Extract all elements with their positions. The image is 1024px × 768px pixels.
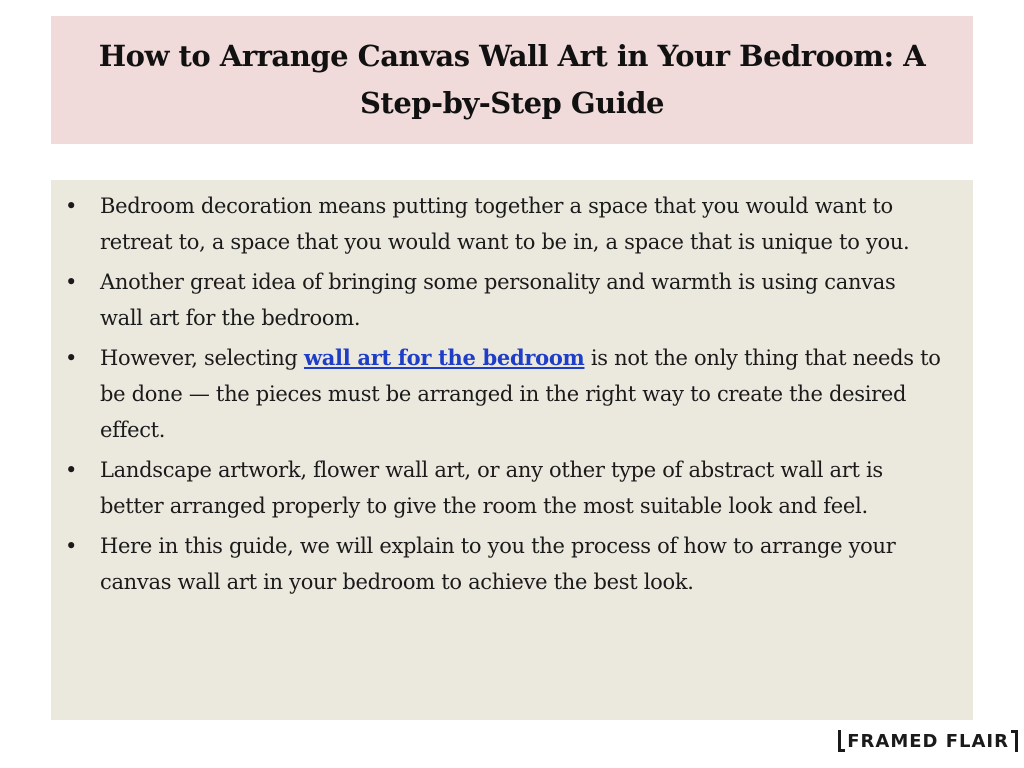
content-panel — [51, 180, 973, 720]
bullet-icon: • — [64, 270, 78, 294]
list-item — [61, 528, 943, 600]
logo-bracket-right-icon — [1011, 730, 1018, 752]
list-item — [61, 264, 943, 336]
list-item — [61, 452, 943, 524]
list-item-text: Landscape artwork, flower wall art, or any other type of abstract wall art is better arranged properly to give the room the most suitable look and feel. — [100, 458, 883, 518]
framed-flair-logo — [838, 728, 1018, 754]
bullet-icon: • — [64, 458, 78, 482]
list-item — [61, 340, 943, 448]
bullet-list — [61, 188, 943, 600]
bullet-icon: • — [64, 534, 78, 558]
list-item-text: Another great idea of bringing some personality and warmth is using canvas wall art for the bedroom. — [100, 270, 896, 330]
logo-text: FRAMED FLAIR — [847, 730, 1009, 752]
list-item — [61, 188, 943, 260]
list-item-text-before-link: However, selecting — [100, 346, 304, 370]
list-item-text-after-link: is not the only thing that needs to be done — the pieces must be arranged in the right way to create the desired effect. — [100, 346, 941, 442]
list-item-text: Bedroom decoration means putting together a space that you would want to retreat to, a space that you would want to be in, a space that is unique to you. — [100, 194, 910, 254]
title-banner — [51, 16, 973, 144]
wall-art-link[interactable]: wall art for the bedroom — [303, 345, 585, 370]
list-item-text: Here in this guide, we will explain to you the process of how to arrange your canvas wall art in your bedroom to achieve the best look. — [100, 534, 896, 594]
logo-bracket-left-icon — [838, 730, 845, 752]
page-title: How to Arrange Canvas Wall Art in Your Bedroom: A Step-by-Step Guide — [98, 39, 926, 120]
bullet-icon: • — [64, 346, 78, 370]
bullet-icon: • — [64, 194, 78, 218]
